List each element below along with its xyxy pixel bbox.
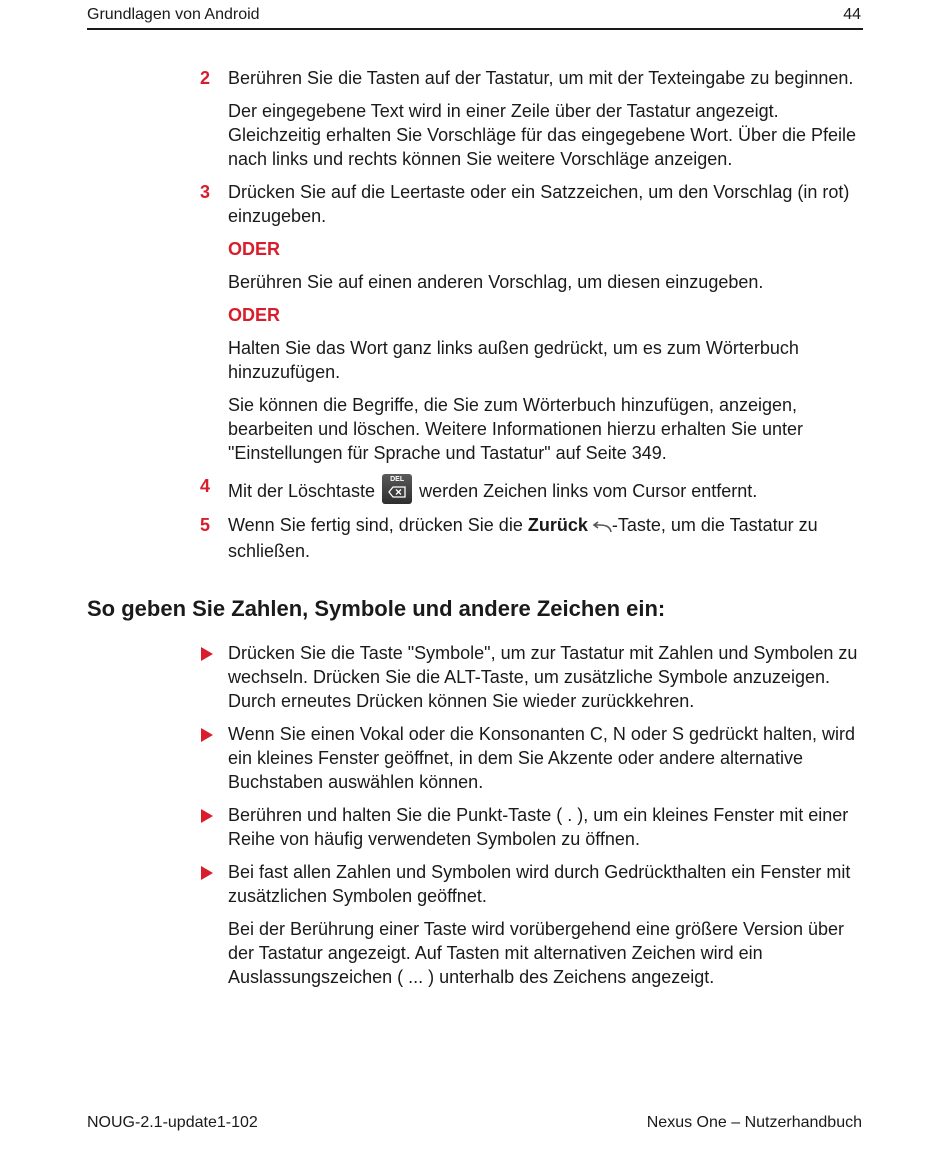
back-arrow-icon	[592, 515, 612, 539]
footer-title: Nexus One – Nutzerhandbuch	[646, 1114, 862, 1131]
step-detail: Der eingegebene Text wird in einer Zeile über der Tastatur angezeigt. Gleichzeitig erhalten Sie Vorschläge für das eingegebene Wort. Über die Pfeile nach links und rechts können Sie weitere Vorschläge anzeigen.	[228, 101, 857, 169]
step-3	[200, 180, 864, 465]
step-2	[200, 66, 864, 171]
bullet-text: Drücken Sie die Taste "Symbole", um zur Tastatur mit Zahlen und Symbolen zu wechseln. Drücken Sie die ALT-Taste, um zusätzliche Symbole anzuzeigen. Durch erneutes Drücken können Sie wieder zurückkehren.	[228, 643, 858, 711]
or-label: ODER	[228, 305, 281, 325]
step-text: Berühren Sie die Tasten auf der Tastatur, um mit der Texteingabe zu beginnen.	[228, 68, 854, 88]
step-detail: Sie können die Begriffe, die Sie zum Wörterbuch hinzufügen, anzeigen, bearbeiten und löschen. Weitere Informationen hierzu erhalten Sie unter "Einstellungen für Sprache und Tastatur" auf Seite 349.	[228, 395, 804, 463]
step-text-after: -Taste, um die Tastatur zu schließen.	[228, 515, 818, 561]
step-number: 4	[200, 476, 211, 496]
bullet-item	[228, 860, 864, 989]
bullet-text: Berühren und halten Sie die Punkt-Taste ( . ), um ein kleines Fenster mit einer Reihe von häufig verwendeten Symbolen zu öffnen.	[228, 805, 849, 849]
bullet-item	[228, 641, 864, 713]
triangle-bullet-icon	[201, 809, 213, 823]
step-number: 3	[200, 182, 211, 202]
bullet-item	[228, 803, 864, 851]
step-number: 5	[200, 515, 211, 535]
delete-key-icon	[382, 474, 412, 504]
step-text-after: werden Zeichen links vom Cursor entfernt.	[419, 481, 758, 501]
step-text-before: Wenn Sie fertig sind, drücken Sie die	[228, 515, 523, 535]
step-text	[228, 513, 864, 563]
step-alternative: Berühren Sie auf einen anderen Vorschlag, um diesen einzugeben.	[228, 272, 764, 292]
step-text	[228, 474, 864, 504]
bullet-text: Wenn Sie einen Vokal oder die Konsonanten C, N oder S gedrückt halten, wird ein kleines Fenster geöffnet, in dem Sie Akzente oder andere alternative Buchstaben auswählen können.	[228, 724, 856, 792]
bullet-item	[228, 722, 864, 794]
step-text-before: Mit der Löschtaste	[228, 481, 376, 501]
footer-doc-id: NOUG-2.1-update1-102	[87, 1114, 258, 1131]
delete-key-label: DEL	[390, 476, 405, 483]
bullet-text: Bei fast allen Zahlen und Symbolen wird durch Gedrückthalten ein Fenster mit zusätzlichen Symbolen geöffnet.	[228, 862, 851, 906]
back-key-name: Zurück	[527, 515, 588, 535]
section-heading: So geben Sie Zahlen, Symbole und andere Zeichen ein:	[87, 596, 666, 621]
step-4	[200, 474, 864, 504]
step-number: 2	[200, 68, 211, 88]
triangle-bullet-icon	[201, 647, 213, 661]
or-label: ODER	[228, 239, 281, 259]
header-section-title: Grundlagen von Android	[87, 6, 260, 23]
triangle-bullet-icon	[201, 866, 213, 880]
step-alternative: Halten Sie das Wort ganz links außen gedrückt, um es zum Wörterbuch hinzuzufügen.	[228, 338, 799, 382]
page-number: 44	[843, 6, 861, 23]
triangle-bullet-icon	[201, 728, 213, 742]
page-header	[87, 4, 863, 30]
page-content	[0, 66, 950, 998]
step-text: Drücken Sie auf die Leertaste oder ein Satzzeichen, um den Vorschlag (in rot) einzugeben.	[228, 182, 850, 226]
bullet-detail: Bei der Berührung einer Taste wird vorübergehend eine größere Version über der Tastatur angezeigt. Auf Tasten mit alternativen Zeichen wird ein Auslassungszeichen ( ... ) unterhalb des Zeichens angezeigt.	[228, 919, 845, 987]
step-5	[200, 513, 864, 563]
